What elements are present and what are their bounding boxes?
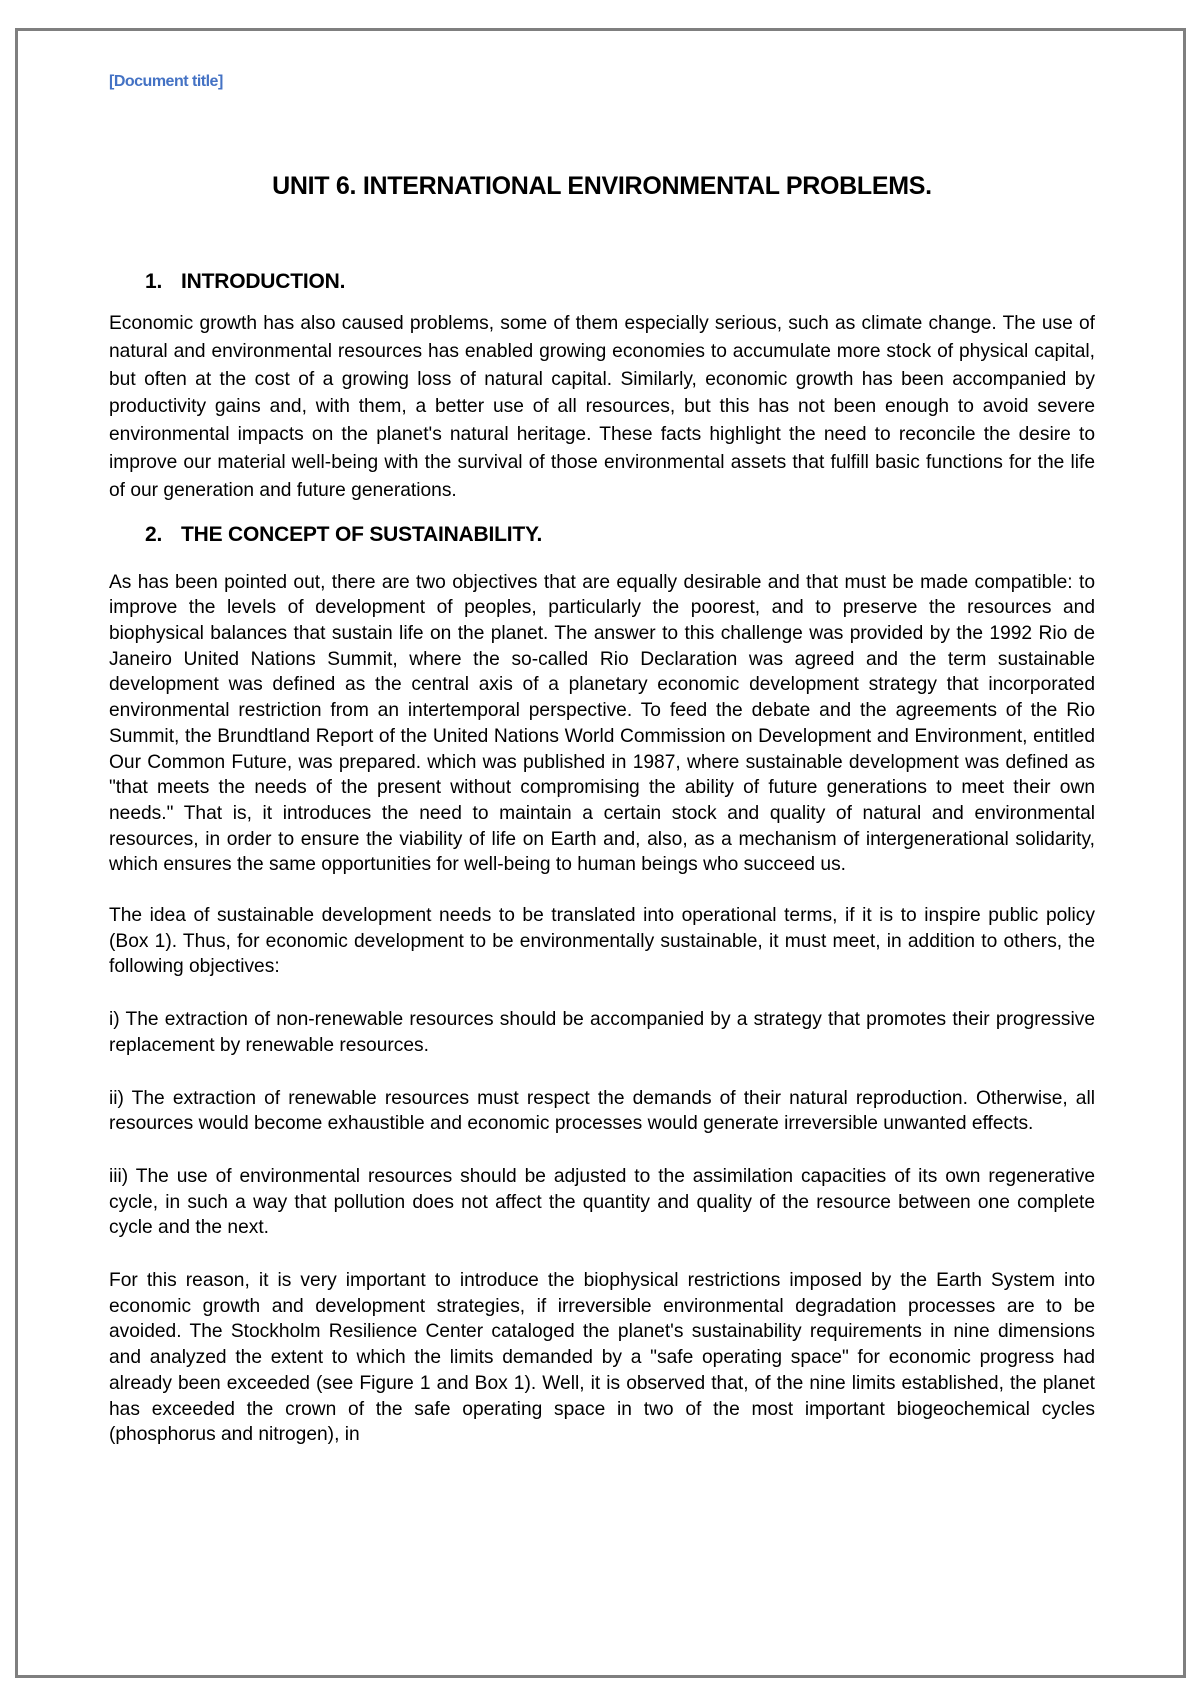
section-number: 1. [145, 270, 163, 293]
unit-heading: UNIT 6. INTERNATIONAL ENVIRONMENTAL PROBLEMS. [272, 172, 932, 200]
paragraph: The idea of sustainable development needs to be translated into operational terms, if it is to inspire public policy (Box 1). Thus, for economic development to be environmentally sustainable, it must meet, in addition to others, the following objectives: [109, 905, 1095, 978]
objective-item-ii: ii) The extraction of renewable resources must respect the demands of their natural reproduction. Otherwise, all resources would become exhaustible and economic processes would generate irreversible unwanted effects. [109, 1087, 1095, 1135]
objective-item-iii: iii) The use of environmental resources should be adjusted to the assimilation capacities of its own regenerative cycle, in such a way that pollution does not affect the quantity and quality of the resource between one complete cycle and the next. [109, 1165, 1095, 1239]
paragraph: Economic growth has also caused problems, some of them especially serious, such as climate change. The use of natural and environmental resources has enabled growing economies to accumulate more stock of physical capital, but often at the cost of a growing loss of natural capital. Similarly, economic growth has been accompanied by productivity gains and, with them, a better use of all resources, but this has not been enough to avoid severe environmental impacts on the planet's natural heritage. These facts highlight the need to reconcile the desire to improve our material well-being with the survival of those environmental assets that fulfill basic functions for the life of our generation and future generations. [109, 313, 1095, 501]
paragraph: For this reason, it is very important to introduce the biophysical restrictions imposed by the Earth System into economic growth and development strategies, if irreversible environmental degradation processes are to be avoided. The Stockholm Resilience Center cataloged the planet's sustainability requirements in nine dimensions and analyzed the extent to which the limits demanded by a "safe operating space" for economic progress had already been exceeded (see Figure 1 and Box 1). Well, it is observed that, of the nine limits established, the planet has exceeded the crown of the safe operating space in two of the most important biogeochemical cycles (phosphorus and nitrogen), in [109, 1270, 1095, 1446]
document-title-placeholder[interactable]: [Document title] [109, 73, 223, 90]
section-heading-sustainability [109, 521, 1095, 549]
section-heading-introduction [109, 268, 1095, 296]
document-content [109, 70, 1095, 1448]
section-title: INTRODUCTION. [181, 270, 346, 293]
objective-item-i: i) The extraction of non-renewable resources should be accompanied by a strategy that promotes their progressive replacement by renewable resources. [109, 1009, 1095, 1056]
paragraph: As has been pointed out, there are two objectives that are equally desirable and that must be made compatible: to improve the levels of development of peoples, particularly the poorest, and to preserve the resources and biophysical balances that sustain life on the planet. The answer to this challenge was provided by the 1992 Rio de Janeiro United Nations Summit, where the so-called Rio Declaration was agreed and the term sustainable development was defined as the central axis of a planetary economic development strategy that incorporated environmental restriction from an intertemporal perspective. To feed the debate and the agreements of the Rio Summit, the Brundtland Report of the United Nations World Commission on Development and Environment, entitled Our Common Future, was prepared. which was published in 1987, where sustainable development was defined as "that meets the needs of the present without compromising the ability of future generations to meet their own needs." That is, it introduces the need to maintain a certain stock and quality of natural and environmental resources, in order to ensure the viability of life on Earth and, also, as a mechanism of intergenerational solidarity, which ensures the same opportunities for well-being to human beings who succeed us. [109, 571, 1095, 876]
section-number: 2. [145, 522, 163, 546]
section-title: THE CONCEPT OF SUSTAINABILITY. [181, 522, 543, 546]
